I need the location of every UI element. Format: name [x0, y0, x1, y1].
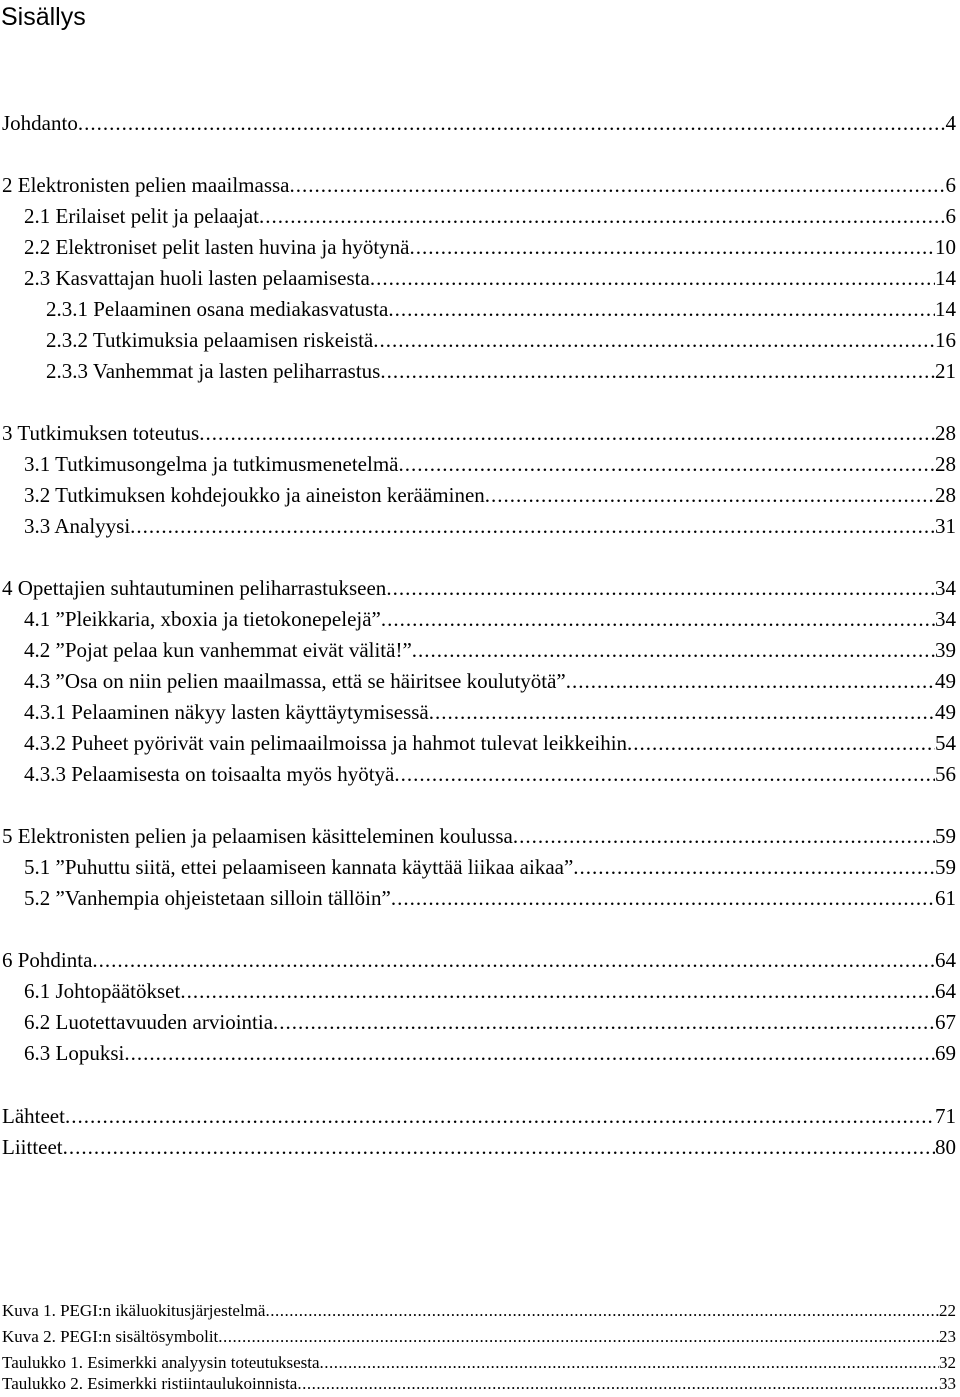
toc-page-number: 14	[935, 297, 956, 321]
toc-entry[interactable]	[2, 108, 956, 138]
toc-entry[interactable]	[24, 1038, 956, 1068]
toc-page-number: 31	[935, 514, 956, 538]
toc-page-number: 59	[935, 855, 956, 879]
toc-leader-dots	[485, 480, 935, 510]
toc-leader-dots	[573, 852, 935, 882]
toc-leader-dots	[381, 604, 935, 634]
toc-page-number: 69	[935, 1041, 956, 1065]
figure-leader-dots	[265, 1298, 939, 1324]
toc-leader-dots	[391, 883, 935, 913]
toc-page-number: 21	[935, 359, 956, 383]
toc-leader-dots	[273, 1007, 935, 1037]
table-leader-dots	[297, 1371, 939, 1397]
toc-entry[interactable]	[24, 604, 956, 634]
toc-leader-dots	[394, 759, 935, 789]
figure-entry-title: Kuva 1. PEGI:n ikäluokitusjärjestelmä	[2, 1301, 266, 1320]
toc-entry-title: 2.3.3 Vanhemmat ja lasten peliharrastus	[46, 359, 381, 383]
toc-entry[interactable]	[24, 666, 956, 696]
toc-page-number: 16	[935, 328, 956, 352]
page-title: Sisällys	[1, 3, 86, 31]
table-entry-title: Taulukko 2. Esimerkki ristiintaulukoinnista	[2, 1374, 298, 1393]
toc-leader-dots	[199, 418, 935, 448]
toc-entry-title: 3 Tutkimuksen toteutus	[2, 421, 200, 445]
figure-list-entry[interactable]	[2, 1324, 956, 1350]
toc-page-number: 39	[935, 638, 956, 662]
toc-entry[interactable]	[24, 976, 956, 1006]
toc-entry-title: 4.1 ”Pleikkaria, xboxia ja tietokonepelejä”	[24, 607, 381, 631]
figure-page-number: 22	[939, 1301, 956, 1320]
toc-entry[interactable]	[46, 325, 956, 355]
toc-page-number: 56	[935, 762, 956, 786]
toc-leader-dots	[370, 263, 935, 293]
toc-entry[interactable]	[2, 418, 956, 448]
toc-entry[interactable]	[24, 635, 956, 665]
toc-entry-title: 2 Elektronisten pelien maailmassa	[2, 173, 290, 197]
toc-entry-title: 4.3.2 Puheet pyörivät vain pelimaailmoissa ja hahmot tulevat leikkeihin	[24, 731, 628, 755]
toc-entry-title: 4 Opettajien suhtautuminen peliharrastukseen	[2, 576, 387, 600]
toc-entry[interactable]	[24, 201, 956, 231]
toc-entry[interactable]	[2, 945, 956, 975]
figure-entry-title: Kuva 2. PEGI:n sisältösymbolit	[2, 1327, 219, 1346]
toc-page-number: 80	[935, 1135, 956, 1159]
toc-entry-title: Lähteet	[2, 1104, 65, 1128]
toc-entry[interactable]	[2, 170, 956, 200]
toc-page-number: 59	[935, 824, 956, 848]
toc-page-number: 14	[935, 266, 956, 290]
toc-leader-dots	[92, 945, 935, 975]
toc-entry[interactable]	[2, 821, 956, 851]
toc-page-number: 71	[935, 1104, 956, 1128]
toc-entry[interactable]	[24, 697, 956, 727]
toc-entry-title: 6 Pohdinta	[2, 948, 93, 972]
toc-entry-title: 2.3.2 Tutkimuksia pelaamisen riskeistä	[46, 328, 374, 352]
toc-entry-title: 2.3.1 Pelaaminen osana mediakasvatusta	[46, 297, 389, 321]
toc-page-number: 49	[935, 700, 956, 724]
toc-leader-dots	[180, 976, 935, 1006]
toc-leader-dots	[398, 449, 935, 479]
toc-entry-title: 4.2 ”Pojat pelaa kun vanhemmat eivät välitä!”	[24, 638, 412, 662]
toc-leader-dots	[65, 1101, 935, 1131]
toc-entry-title: 2.1 Erilaiset pelit ja pelaajat	[24, 204, 259, 228]
table-entry-title: Taulukko 1. Esimerkki analyysin toteutuksesta	[2, 1353, 320, 1372]
toc-entry[interactable]	[24, 511, 956, 541]
toc-page-number: 28	[935, 483, 956, 507]
toc-leader-dots	[429, 697, 935, 727]
toc-page-number: 6	[945, 204, 956, 228]
figure-leader-dots	[218, 1324, 939, 1350]
toc-leader-dots	[566, 666, 935, 696]
toc-entry[interactable]	[24, 883, 956, 913]
table-page-number: 32	[939, 1353, 956, 1372]
toc-leader-dots	[388, 294, 935, 324]
toc-leader-dots	[63, 1132, 935, 1162]
toc-entry-title: 5 Elektronisten pelien ja pelaamisen käsitteleminen koulussa	[2, 824, 513, 848]
toc-leader-dots	[290, 170, 946, 200]
toc-entry[interactable]	[24, 480, 956, 510]
toc-leader-dots	[627, 728, 935, 758]
toc-page-number: 61	[935, 886, 956, 910]
toc-entry[interactable]	[2, 1132, 956, 1162]
toc-entry[interactable]	[24, 759, 956, 789]
toc-entry[interactable]	[24, 449, 956, 479]
toc-leader-dots	[412, 635, 935, 665]
toc-entry-title: 2.3 Kasvattajan huoli lasten pelaamisesta	[24, 266, 370, 290]
toc-entry-title: 5.2 ”Vanhempia ohjeistetaan silloin tällöin”	[24, 886, 391, 910]
toc-entry[interactable]	[24, 263, 956, 293]
toc-entry-title: 6.2 Luotettavuuden arviointia	[24, 1010, 274, 1034]
table-page-number: 33	[939, 1374, 956, 1393]
figure-list-entry[interactable]	[2, 1298, 956, 1324]
toc-entry-title: 4.3.1 Pelaaminen näkyy lasten käyttäytymisessä	[24, 700, 429, 724]
toc-page-number: 28	[935, 421, 956, 445]
toc-page-number: 64	[935, 948, 956, 972]
toc-page-number: 49	[935, 669, 956, 693]
toc-page-number: 28	[935, 452, 956, 476]
toc-page-number: 67	[935, 1010, 956, 1034]
toc-page-number: 64	[935, 979, 956, 1003]
toc-leader-dots	[130, 511, 935, 541]
toc-leader-dots	[78, 108, 946, 138]
toc-page-number: 54	[935, 731, 956, 755]
toc-entry-title: 3.2 Tutkimuksen kohdejoukko ja aineiston kerääminen	[24, 483, 485, 507]
toc-entry[interactable]	[24, 852, 956, 882]
toc-entry[interactable]	[2, 1101, 956, 1131]
toc-entry-title: 3.3 Analyysi	[24, 514, 131, 538]
toc-entry[interactable]	[24, 728, 956, 758]
toc-entry[interactable]	[24, 232, 956, 262]
toc-entry-title: Liitteet	[2, 1135, 63, 1159]
toc-leader-dots	[380, 356, 935, 386]
table-list-entry[interactable]	[2, 1371, 956, 1397]
toc-entry[interactable]	[46, 356, 956, 386]
toc-entry-title: 4.3.3 Pelaamisesta on toisaalta myös hyötyä	[24, 762, 395, 786]
toc-entry[interactable]	[24, 1007, 956, 1037]
toc-page-number: 34	[935, 607, 956, 631]
toc-page-number: 6	[945, 173, 956, 197]
toc-leader-dots	[373, 325, 935, 355]
toc-page-number: 34	[935, 576, 956, 600]
toc-entry-title: 4.3 ”Osa on niin pelien maailmassa, että se häiritsee koulutyötä”	[24, 669, 566, 693]
toc-leader-dots	[386, 573, 935, 603]
toc-entry-title: 6.1 Johtopäätökset	[24, 979, 181, 1003]
toc-entry-title: 6.3 Lopuksi	[24, 1041, 125, 1065]
toc-entry[interactable]	[46, 294, 956, 324]
toc-entry-title: 3.1 Tutkimusongelma ja tutkimusmenetelmä	[24, 452, 399, 476]
toc-entry-title: 2.2 Elektroniset pelit lasten huvina ja hyötynä	[24, 235, 410, 259]
toc-leader-dots	[513, 821, 935, 851]
toc-entry-title: Johdanto	[2, 111, 78, 135]
toc-leader-dots	[124, 1038, 935, 1068]
toc-page-number: 4	[945, 111, 956, 135]
toc-leader-dots	[410, 232, 936, 262]
toc-page-number: 10	[935, 235, 956, 259]
toc-entry-title: 5.1 ”Puhuttu siitä, ettei pelaamiseen kannata käyttää liikaa aikaa”	[24, 855, 574, 879]
figure-page-number: 23	[939, 1327, 956, 1346]
toc-leader-dots	[259, 201, 946, 231]
toc-entry[interactable]	[2, 573, 956, 603]
